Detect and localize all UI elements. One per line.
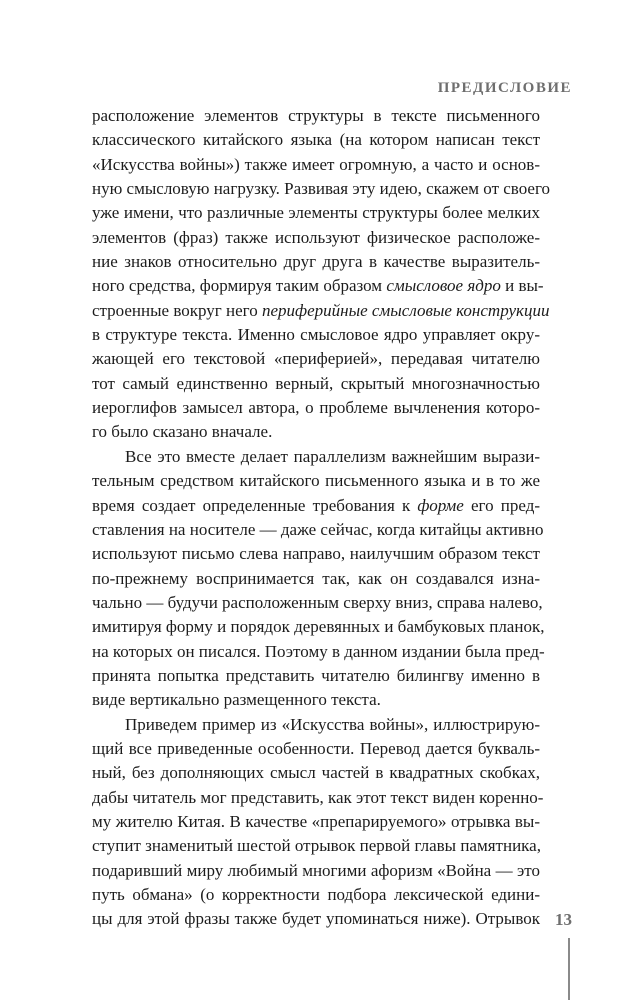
text-line: тот самый единственно верный, скрытый многозначностью bbox=[92, 373, 540, 393]
text-line: «Искусства войны») также имеет огромную, а часто и основ- bbox=[92, 154, 540, 174]
text-line: расположение элементов структуры в тексте письменного bbox=[92, 106, 540, 125]
text-line: строенные вокруг него периферийные смысловые конструкции bbox=[92, 300, 550, 320]
text-line: щий все приведенные особенности. Перевод дается букваль- bbox=[92, 738, 540, 758]
text-line: ный, без дополняющих смысл частей в квадратных скобках, bbox=[92, 763, 540, 783]
text-line: дабы читатель мог представить, как этот текст виден коренно- bbox=[92, 787, 544, 807]
text-line: Приведем пример из «Искусства войны», иллюстрирую- bbox=[125, 714, 540, 734]
text-line: ную смысловую нагрузку. Развивая эту идею, скажем от своего bbox=[92, 179, 551, 199]
text-line: время создает определенные требования к форме его пред- bbox=[92, 495, 541, 515]
text-line: на которых он писался. Поэтому в данном издании была пред- bbox=[92, 641, 545, 661]
text-line: го было сказано вначале. bbox=[92, 422, 273, 442]
text-line: уже имени, что различные элементы структуры более мелких bbox=[92, 203, 540, 223]
text-line: имитируя форму и порядок деревянных и бамбуковых планок, bbox=[92, 617, 545, 637]
text-line: в структуре текста. Именно смысловое ядро управляет окру- bbox=[92, 325, 540, 345]
body-text bbox=[92, 104, 551, 932]
text-line: ного средства, формируя таким образом смысловое ядро и вы- bbox=[92, 276, 544, 296]
text-line: виде вертикально размещенного текста. bbox=[92, 690, 381, 710]
running-header: ПРЕДИСЛОВИЕ bbox=[437, 80, 572, 96]
text-line: по-прежнему воспринимается так, как он создавался изна- bbox=[92, 568, 540, 588]
page-edge-rule bbox=[568, 938, 570, 1000]
text-line: ние знаков относительно друг друга в качестве выразитель- bbox=[92, 252, 540, 272]
text-line: ступит знаменитый шестой отрывок первой главы памятника, bbox=[92, 836, 541, 856]
text-line: классического китайского языка (на котором написан текст bbox=[92, 130, 540, 150]
paragraph bbox=[92, 445, 545, 713]
text-line: ставления на носителе — даже сейчас, когда китайцы активно bbox=[92, 519, 544, 539]
text-line: элементов (фраз) также используют физическое расположе- bbox=[92, 227, 540, 247]
page-number: 13 bbox=[555, 910, 572, 929]
text-line: путь обмана» (о корректности подбора лексической едини- bbox=[92, 885, 540, 904]
text-line: му жителю Китая. В качестве «препарируемого» отрывка вы- bbox=[92, 811, 540, 831]
text-line: Все это вместе делает параллелизм важнейшим вырази- bbox=[125, 446, 540, 466]
text-line: принята попытка представить читателю билингву именно в bbox=[92, 665, 540, 685]
paragraph bbox=[92, 713, 544, 932]
paragraph bbox=[92, 104, 551, 445]
text-line: иероглифов замысел автора, о проблеме вычленения которо- bbox=[92, 398, 540, 418]
text-line: чально — будучи расположенным сверху вниз, справа налево, bbox=[92, 592, 543, 612]
text-line: жающей его текстовой «периферией», передавая читателю bbox=[92, 349, 540, 369]
text-line: тельным средством китайского письменного языка и в то же bbox=[92, 471, 540, 491]
text-line: подаривший миру любимый многими афоризм «Война — это bbox=[92, 860, 540, 880]
text-line: цы для этой фразы также будет упоминаться ниже). Отрывок bbox=[92, 909, 540, 929]
text-line: используют письмо слева направо, наилучшим образом текст bbox=[92, 544, 540, 564]
